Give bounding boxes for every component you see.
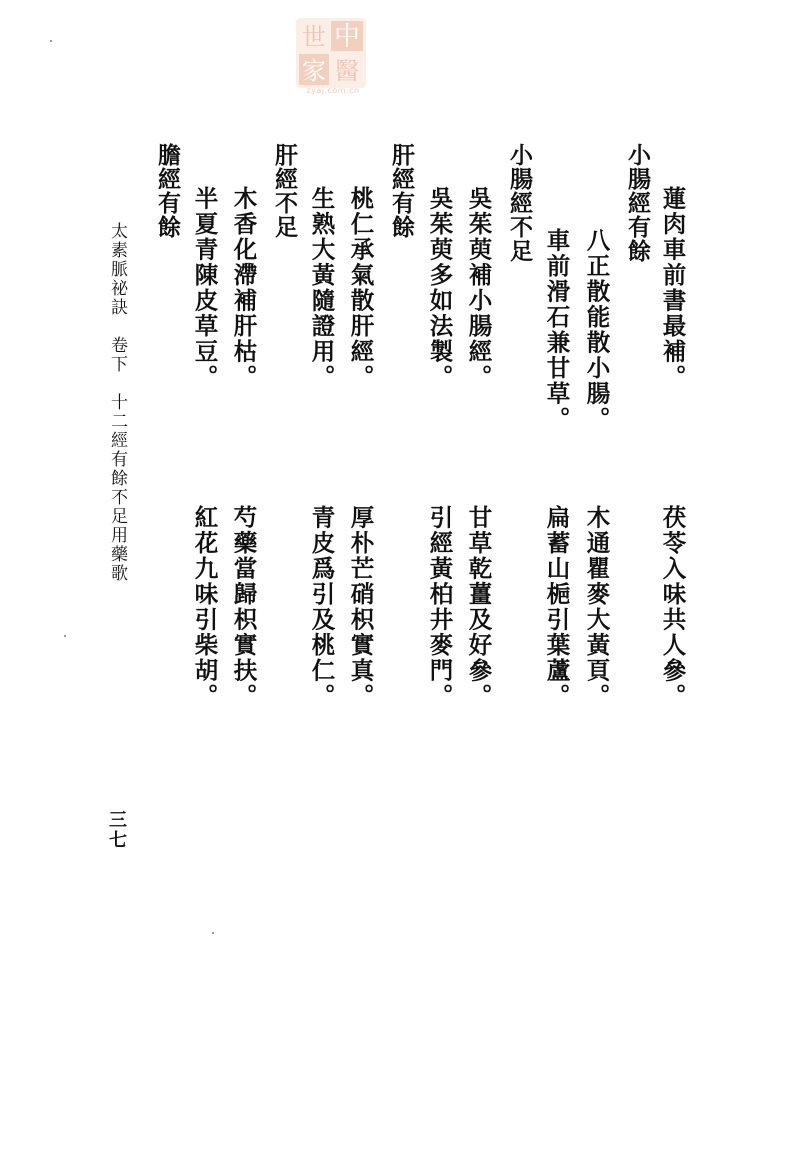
watermark-logo <box>296 18 366 88</box>
verse-line-7-bottom: 引經黃柏井麥門。 <box>425 505 454 709</box>
verse-line-6-top: 吳茱萸補小腸經。 <box>464 186 493 390</box>
verse-line-9-top: 桃仁承氣散肝經。 <box>346 186 375 390</box>
verse-line-6-bottom: 甘草乾薑及好參。 <box>464 505 493 709</box>
verse-line-12-top: 木香化滯補肝枯。 <box>229 186 258 390</box>
verse-line-13-top: 半夏青陳皮草豆。 <box>190 186 219 390</box>
section-heading-gallbladder-excess: 膽經有餘 <box>154 143 181 239</box>
verse-line-1-bottom: 茯苓入味共人參。 <box>658 505 687 709</box>
section-heading-liver-excess: 肝經有餘 <box>388 143 415 239</box>
verse-line-3-bottom: 木通瞿麥大黃頁。 <box>582 505 611 709</box>
verse-line-1-top: 蓮肉車前書最補。 <box>658 186 687 390</box>
svg-text:中: 中 <box>333 22 361 52</box>
watermark-url: zyaj.com.cn <box>306 86 360 95</box>
section-heading-small-intestine-deficiency: 小腸經不足 <box>506 143 533 263</box>
scan-speck <box>212 932 214 934</box>
scan-speck <box>64 635 66 637</box>
svg-text:家: 家 <box>302 57 326 85</box>
verse-line-4-bottom: 扁蓄山梔引葉蘆。 <box>542 505 571 709</box>
page-number: 三七 <box>106 810 127 850</box>
verse-line-3-top: 八正散能散小腸。 <box>582 228 611 432</box>
section-heading-small-intestine-excess: 小腸經有餘 <box>624 143 651 263</box>
verse-line-4-top: 車前滑石兼甘草。 <box>542 228 571 432</box>
svg-text:醫: 醫 <box>335 57 359 85</box>
verse-line-10-bottom: 青皮爲引及桃仁。 <box>307 505 336 709</box>
verse-line-7-top: 吳茱萸多如法製。 <box>425 186 454 390</box>
verse-line-9-bottom: 厚朴芒硝枳實真。 <box>346 505 375 709</box>
verse-line-10-top: 生熟大黃隨證用。 <box>307 186 336 390</box>
verse-line-12-bottom: 芍藥當歸枳實扶。 <box>229 505 258 709</box>
verse-line-13-bottom: 紅花九味引柴胡。 <box>190 505 219 709</box>
section-heading-liver-deficiency: 肝經不足 <box>271 143 298 239</box>
running-title: 太素脈祕訣 卷下 十二經有餘不足用藥歌 <box>107 222 127 583</box>
scan-speck <box>50 40 52 42</box>
svg-text:世: 世 <box>302 23 326 51</box>
